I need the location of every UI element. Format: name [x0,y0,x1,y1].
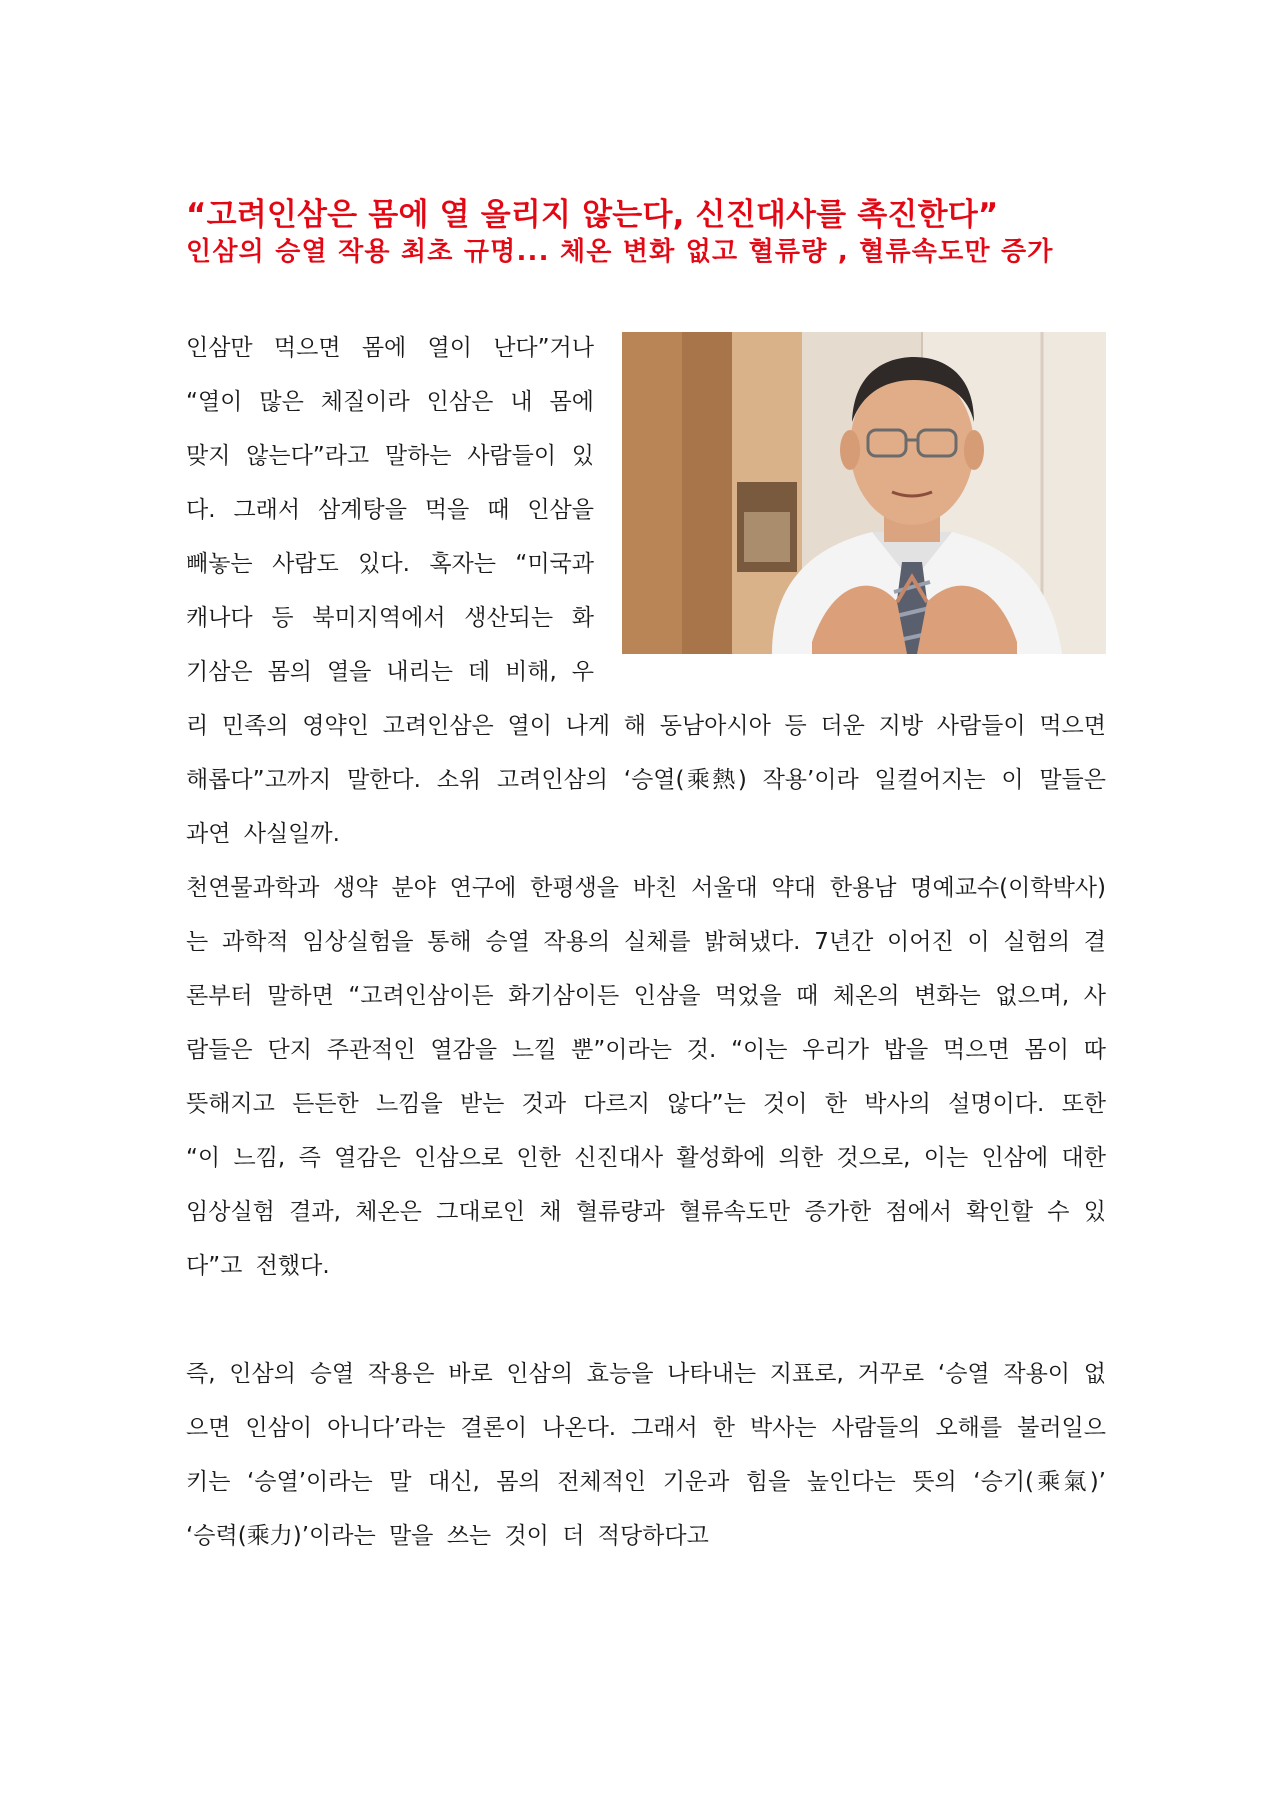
paragraph-3: 즉, 인삼의 승열 작용은 바로 인삼의 효능을 나타내는 지표로, 거꾸로 ‘승열 작용이 없으면 인삼이 아니다’라는 결론이 나온다. 그래서 한 박사는 사람들의 오해를 불러일으키는 ‘승열’이라는 말 대신, 몸의 전체적인 기운과 힘을 높인다는 뜻의 ‘승기(乘氣)’ ‘승력(乘力)’이라는 말을 쓰는 것이 더 적당하다고 [186,1361,1106,1549]
paragraph-1 [186,321,1106,861]
article-body [186,321,1106,1563]
subheadline: 인삼의 승열 작용 최초 규명... 체온 변화 없고 혈류량 , 혈류속도만 증가 [186,237,1054,267]
headline: “고려인삼은 몸에 열 올리지 않는다, 신진대사를 촉진한다” [186,197,999,233]
paragraph-2: 천연물과학과 생약 분야 연구에 한평생을 바친 서울대 약대 한용남 명예교수(이학박사)는 과학적 임상실험을 통해 승열 작용의 실체를 밝혀냈다. 7년간 이어진 이 실험의 결론부터 말하면 “고려인삼이든 화기삼이든 인삼을 먹었을 때 체온의 변화는 없으며, 사람들은 단지 주관적인 열감을 느낄 뿐”이라는 것. “이는 우리가 밥을 먹으면 몸이 따뜻해지고 든든한 느낌을 받는 것과 다르지 않다”는 것이 한 박사의 설명이다. 또한 “이 느낌, 즉 열감은 인삼으로 인한 신진대사 활성화에 의한 것으로, 이는 인삼에 대한 임상실험 결과, 체온은 그대로인 채 혈류량과 혈류속도만 증가한 점에서 확인할 수 있다”고 전했다. [186,875,1106,1279]
portrait-photo [622,332,1106,654]
paragraph-spacer [186,1293,1106,1347]
portrait-illustration [622,332,1106,654]
article [186,195,1106,1563]
paragraph-1-text: 인삼만 먹으면 몸에 열이 난다”거나 “열이 많은 체질이라 인삼은 내 몸에 맞지 않는다”라고 말하는 사람들이 있다. 그래서 삼계탕을 먹을 때 인삼을 빼놓는 사람도 있다. 혹자는 “미국과 캐나다 등 북미지역에서 생산되는 화기삼은 몸의 열을 내리는 데 비해, 우리 민족의 영약인 고려인삼은 열이 나게 해 동남아시아 등 더운 지방 사람들이 먹으면 해롭다”고까지 말한다. 소위 고려인삼의 ‘승열(乘熱) 작용’이라 일컬어지는 이 말들은 과연 사실일까. [186,335,1106,847]
